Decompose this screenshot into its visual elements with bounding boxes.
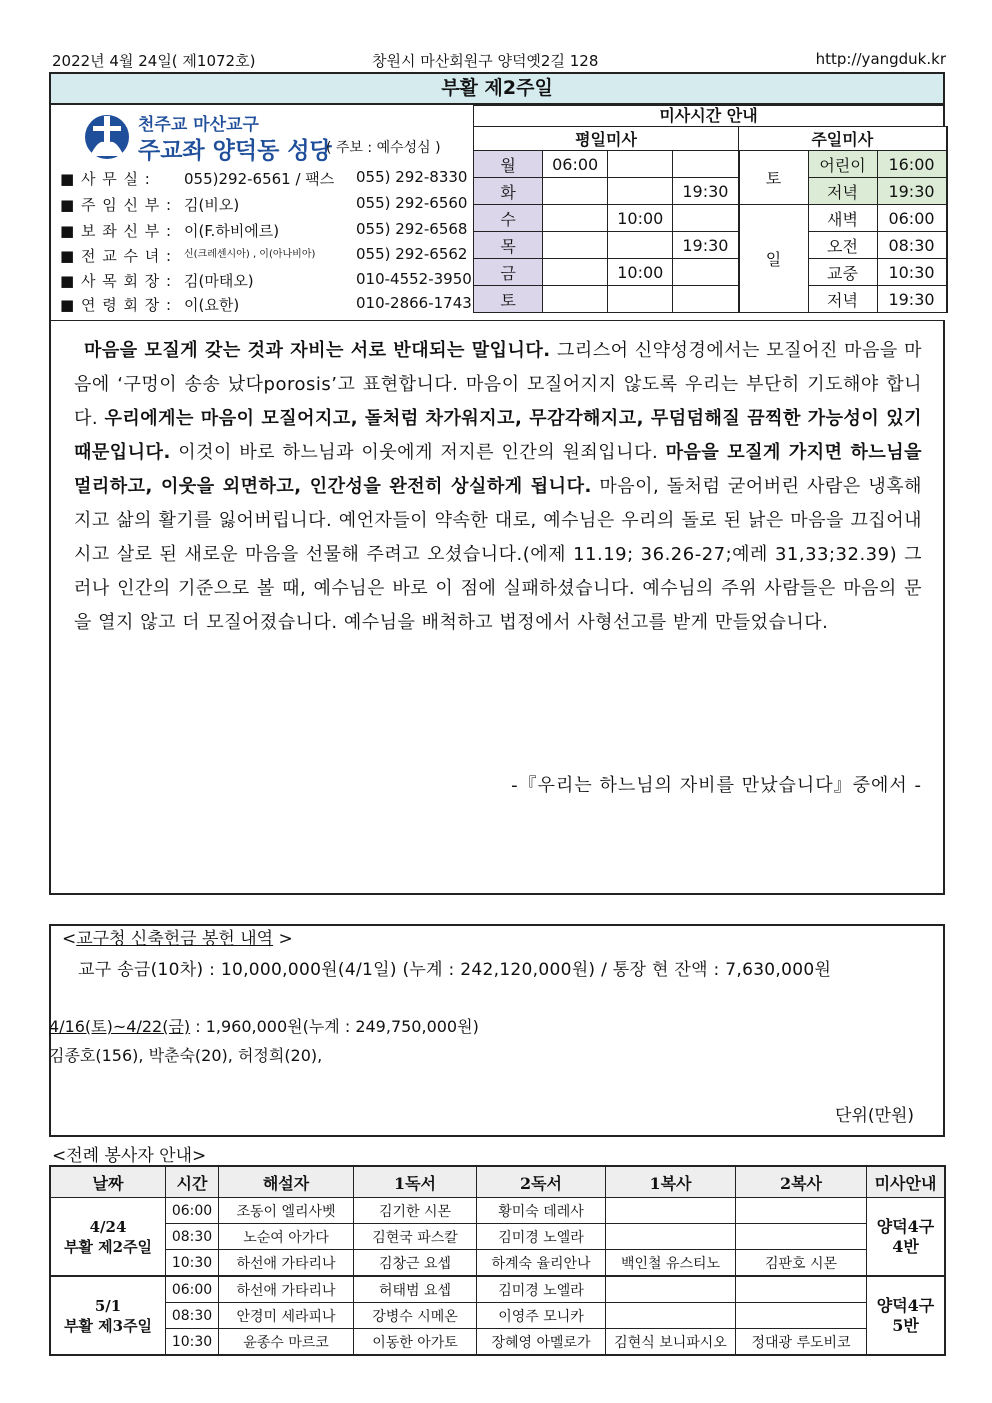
cell: 하선애 가타리나 (219, 1250, 354, 1277)
cell: 백인철 유스티노 (606, 1250, 736, 1277)
sunday-mass-time: 16:00 (877, 151, 947, 178)
feast-name: 부활 제2주일 (63, 1237, 153, 1256)
diocese-remittance: 교구 송금(10차) : 10,000,000원(4/1일) (누계 : 242,120,000원) / 통장 현 잔액 : 7,630,000원 (78, 960, 832, 980)
service-title: <전례 봉사자 안내> (52, 1146, 207, 1166)
staff-value: 이(요한) (184, 296, 240, 314)
offering-heading (62, 924, 293, 949)
mass-time (608, 286, 673, 313)
service-table (49, 1165, 946, 1356)
mass-schedule-title: 미사시간 안내 (473, 105, 945, 127)
offering-amount: : 1,960,000원(누계 : 249,750,000원) (190, 1017, 479, 1036)
cell: 노순여 아가다 (219, 1224, 354, 1250)
church-url[interactable]: http://yangduk.kr (815, 50, 946, 68)
mass-time (608, 151, 673, 178)
date-value: 5/1 (94, 1296, 122, 1315)
mass-time (543, 259, 608, 286)
cell (736, 1224, 867, 1250)
sunday-mass-time: 06:00 (877, 205, 947, 232)
col-header: 미사안내 (867, 1166, 946, 1198)
mass-time: 06:00 (543, 151, 608, 178)
sunday-mass-name: 어린이 (808, 151, 877, 178)
weekday-label: 화 (474, 178, 543, 205)
weekday-label: 월 (474, 151, 543, 178)
cell: 이영주 모니카 (477, 1303, 606, 1329)
weekday-mass-header: 평일미사 (474, 127, 739, 151)
essay-text-3: 마음이, 돌처럼 굳어버린 사람은 냉혹해지고 삶의 활기를 잃어버립니다. 예언자들이 약속한 대로, 예수님은 우리의 돌로 된 낡은 마음을 끄집어내시고 살로 된 새로운 마음을 선물해 주려고 오셨습니다.(에제 11.19; 36.26-27;예레 31,33;32.39) 그러나 인간의 기준으로 볼 때, 예수님은 바로 이 점에 실패하셨습니다. 예수님의 주위 사람들은 마음의 문을 열지 않고 더 모질어졌습니다. 예수님을 배척하고 법정에서 사형선고를 받게 만들었습니다. (74, 476, 922, 633)
staff-phone: 055) 292-8330 (356, 168, 468, 186)
staff-label: ■ 전 교 수 녀 : (60, 247, 173, 265)
mass-time (543, 232, 608, 259)
cell: 06:00 (166, 1198, 219, 1224)
sunday-mass-name: 새벽 (808, 205, 877, 232)
guide-district: 양덕4구 (876, 1216, 935, 1236)
cell (606, 1276, 736, 1303)
mass-time (608, 178, 673, 205)
staff-value: 김(마태오) (184, 272, 254, 290)
cell (606, 1303, 736, 1329)
staff-row-pastor (60, 194, 468, 215)
offering-period: 4/16(토)~4/22(금) (49, 1017, 191, 1036)
staff-value: 신(크레센시아) , 이(아나비아) (184, 249, 316, 260)
sunday-mass-name: 저녁 (808, 286, 877, 313)
mass-guide (867, 1198, 946, 1277)
sunday-mass-name: 교중 (808, 259, 877, 286)
sunday-mass-time: 08:30 (877, 232, 947, 259)
staff-value: 김(비오) (184, 196, 240, 214)
sunday-label: 일 (739, 205, 809, 313)
col-header: 해설자 (219, 1166, 354, 1198)
mass-time: 19:30 (673, 178, 739, 205)
staff-phone: 055) 292-6568 (356, 220, 468, 238)
cathedral-logo-icon (84, 112, 130, 160)
guide-team: 5반 (892, 1315, 919, 1335)
sunday-mass-time: 19:30 (877, 286, 947, 313)
donor-list: 김종호(156), 박춘숙(20), 허정희(20), (49, 1046, 323, 1065)
essay-bold-1: 마음을 모질게 갖는 것과 자비는 서로 반대되는 말입니다. (84, 340, 551, 361)
service-date (50, 1276, 166, 1355)
church-address: 창원시 마산회원구 양덕옛2길 128 (372, 52, 599, 70)
mass-time (543, 205, 608, 232)
staff-phone: 010-4552-3950 (356, 270, 472, 288)
cell: 김미경 노엘라 (477, 1276, 606, 1303)
mass-time: 10:00 (608, 205, 673, 232)
col-header: 1독서 (354, 1166, 477, 1198)
heading-close: > (273, 929, 293, 949)
staff-label: ■ 연 령 회 장 : (60, 296, 173, 314)
cell: 안경미 세라피나 (219, 1303, 354, 1329)
essay-text-2: 이것이 바로 하느님과 이웃에게 저지른 인간의 원죄입니다. (170, 442, 666, 463)
staff-label: ■ 주 임 신 부 : (60, 196, 173, 214)
staff-row-council (60, 270, 472, 291)
feast-name: 부활 제3주일 (63, 1316, 153, 1335)
sunday-mass-name: 오전 (808, 232, 877, 259)
col-header: 2독서 (477, 1166, 606, 1198)
cell: 김현식 보니파시오 (606, 1329, 736, 1356)
service-date (50, 1198, 166, 1277)
cell: 정대광 루도비코 (736, 1329, 867, 1356)
mass-time: 10:00 (608, 259, 673, 286)
sunday-mass-header: 주일미사 (739, 127, 947, 151)
col-header: 1복사 (606, 1166, 736, 1198)
cell: 김기한 시몬 (354, 1198, 477, 1224)
mass-time (673, 151, 739, 178)
mass-guide (867, 1276, 946, 1355)
staff-label: ■ 사 무 실 : (60, 170, 151, 188)
cell: 강병수 시메온 (354, 1303, 477, 1329)
cell: 김창근 요셉 (354, 1250, 477, 1277)
cell (606, 1224, 736, 1250)
cell: 08:30 (166, 1303, 219, 1329)
cell: 06:00 (166, 1276, 219, 1303)
staff-row-assistant (60, 220, 468, 241)
cell: 하계숙 율리안나 (477, 1250, 606, 1277)
staff-row-funeral (60, 294, 472, 315)
cell: 10:30 (166, 1250, 219, 1277)
sunday-mass-time: 10:30 (877, 259, 947, 286)
mass-time: 19:30 (673, 232, 739, 259)
weekday-label: 수 (474, 205, 543, 232)
mass-time (543, 178, 608, 205)
mass-time (543, 286, 608, 313)
essay-bold-2: 우리에게는 마음이 모질어지고, 돌처럼 차가워지고, 무감각해지고, 무덤덤해질 끔찍한 가능성이 있기 때문입니다. (74, 408, 922, 463)
staff-row-office (60, 168, 468, 189)
guide-district: 양덕4구 (876, 1295, 935, 1315)
cell (606, 1198, 736, 1224)
essay-bold-3: 마음을 모질게 가지면 하느님을 멀리하고, 이웃을 외면하고, 인간성을 완전히 상실하게 됩니다. (74, 442, 922, 497)
cell: 김미경 노엘라 (477, 1224, 606, 1250)
staff-value: 이(F.하비에르) (184, 222, 280, 240)
cell: 이동한 아가토 (354, 1329, 477, 1356)
cell (736, 1198, 867, 1224)
heading-open: < (62, 929, 77, 949)
mass-time (673, 286, 739, 313)
mass-schedule-table (473, 126, 948, 313)
cell: 허태범 요셉 (354, 1276, 477, 1303)
cell: 조동이 엘리사벳 (219, 1198, 354, 1224)
staff-phone: 010-2866-1743 (356, 294, 472, 312)
cell: 김판호 시몬 (736, 1250, 867, 1277)
mass-time (673, 205, 739, 232)
parish-name: 주교좌 양덕동 성당 (138, 138, 332, 164)
cell: 윤종수 마르코 (219, 1329, 354, 1356)
cell: 장혜영 아멜로가 (477, 1329, 606, 1356)
saturday-label: 토 (739, 151, 809, 205)
weekday-label: 금 (474, 259, 543, 286)
cell: 하선애 가타리나 (219, 1276, 354, 1303)
mass-time (608, 232, 673, 259)
bulletin-title: 부활 제2주일 (49, 72, 945, 105)
essay-text-1: 그리스어 신약성경에서는 모질어진 마음을 마음에 ‘구멍이 송송 났다porosis’고 표현합니다. 마음이 모질어지지 않도록 우리는 부단히 기도해야 합니다. (74, 340, 922, 429)
guide-team: 4반 (892, 1236, 919, 1256)
cell (736, 1276, 867, 1303)
col-header: 날짜 (50, 1166, 166, 1198)
staff-phone: 055) 292-6560 (356, 194, 468, 212)
staff-label: ■ 보 좌 신 부 : (60, 222, 173, 240)
offering-unit: 단위(만원) (835, 1106, 914, 1126)
essay-source: -『우리는 하느님의 자비를 만났습니다』중에서 - (511, 775, 922, 796)
col-header: 2복사 (736, 1166, 867, 1198)
col-header: 시간 (166, 1166, 219, 1198)
patron-saint: ( 주보 : 예수성심 ) (326, 140, 441, 156)
date-value: 4/24 (89, 1217, 127, 1236)
cell: 08:30 (166, 1224, 219, 1250)
staff-phone: 055) 292-6562 (356, 245, 468, 263)
heading-text: 교구청 신축헌금 봉헌 내역 (76, 929, 274, 949)
weekday-label: 목 (474, 232, 543, 259)
mass-time (673, 259, 739, 286)
staff-label: ■ 사 목 회 장 : (60, 272, 173, 290)
essay-body (74, 334, 922, 640)
diocese-name: 천주교 마산교구 (138, 115, 259, 135)
sunday-mass-time: 19:30 (877, 178, 947, 205)
cell: 황미숙 데레사 (477, 1198, 606, 1224)
staff-row-sisters (60, 245, 468, 266)
staff-value: 055)292-6561 / 팩스 (184, 170, 335, 188)
cell: 김현국 파스칼 (354, 1224, 477, 1250)
weekly-offering (49, 1014, 479, 1037)
cell (736, 1303, 867, 1329)
weekday-label: 토 (474, 286, 543, 313)
sunday-mass-name: 저녁 (808, 178, 877, 205)
issue-date: 2022년 4월 24일( 제1072호) (52, 52, 256, 70)
cell: 10:30 (166, 1329, 219, 1356)
